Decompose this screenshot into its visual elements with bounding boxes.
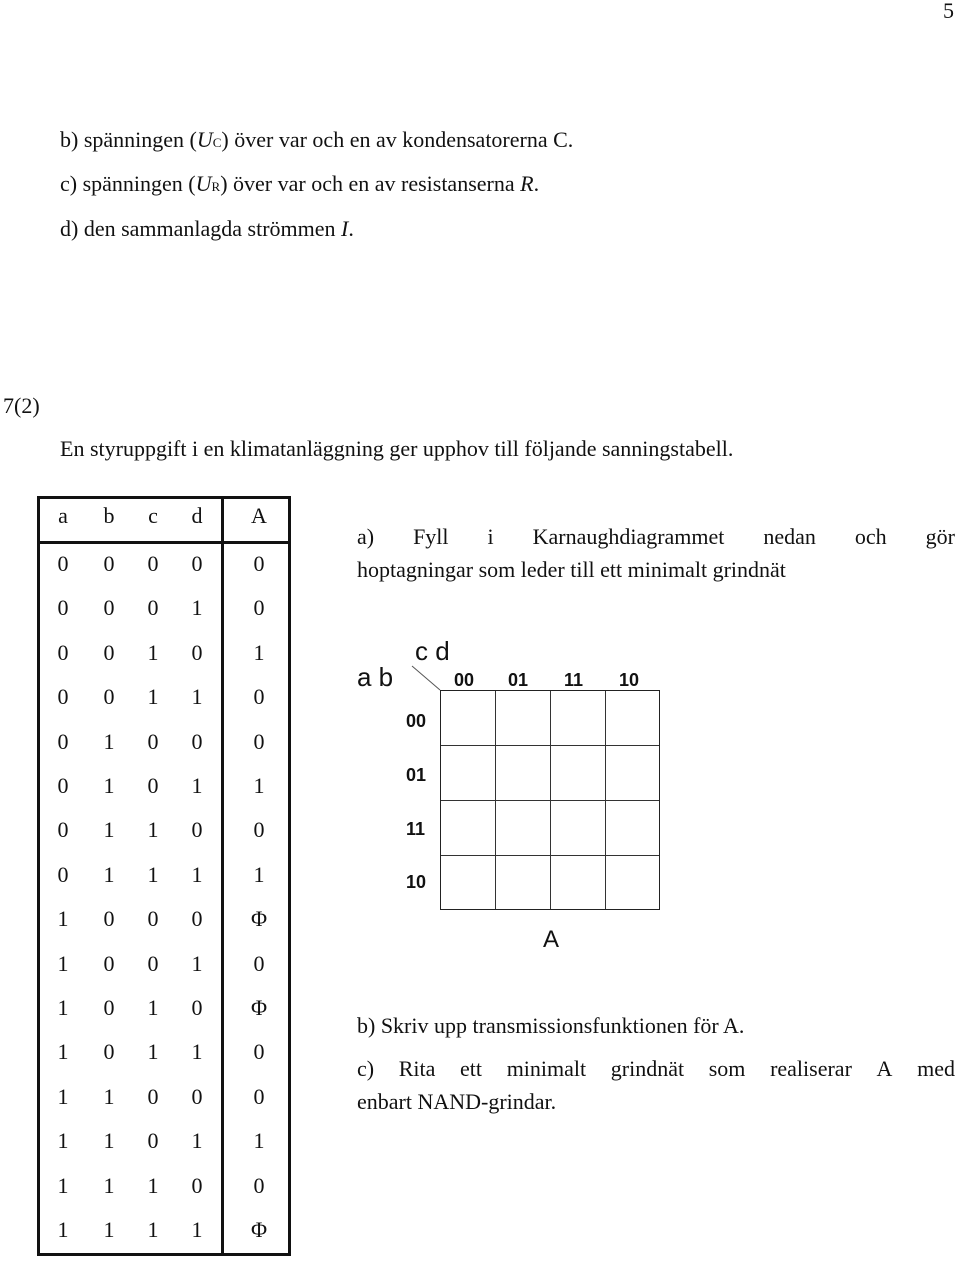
- table-cell: 1: [57, 1083, 69, 1109]
- table-cell: 0: [253, 950, 265, 976]
- table-cell: 0: [57, 817, 69, 843]
- table-cell: Φ: [250, 906, 268, 932]
- page-number: 5: [943, 0, 954, 23]
- table-cell: Φ: [250, 1217, 268, 1242]
- table-header-cell: d: [191, 503, 203, 528]
- table-cell: 0: [57, 773, 69, 798]
- question-d-line: [60, 216, 354, 242]
- table-cell: 1: [191, 1128, 203, 1154]
- table-cell: 0: [147, 1083, 159, 1109]
- table-cell: 1: [147, 1039, 159, 1065]
- table-cell: 1: [191, 861, 203, 887]
- table-cell: 0: [147, 773, 159, 798]
- table-cell: 1: [191, 773, 203, 798]
- table-cell: 1: [191, 1217, 203, 1242]
- table-cell: 1: [147, 684, 159, 710]
- task-a-word: Fyll: [413, 524, 449, 549]
- table-cell: 0: [57, 684, 69, 710]
- task-c-line1: [357, 1056, 955, 1082]
- task-a-line1: [357, 524, 955, 550]
- table-cell: 1: [147, 639, 159, 665]
- truth-table: [37, 496, 291, 1256]
- kmap-output-label: A: [543, 926, 560, 953]
- table-cell: 1: [253, 861, 265, 887]
- question-c-suffix: ) över var och en av resistanserna: [220, 171, 521, 196]
- table-cell: 0: [147, 906, 159, 932]
- task-a-word: och: [854, 524, 887, 549]
- table-cell: 1: [103, 817, 115, 843]
- table-cell: 1: [191, 1039, 203, 1065]
- table-cell: 0: [103, 639, 115, 665]
- table-cell: 0: [253, 817, 265, 843]
- table-cell: 0: [253, 1039, 265, 1065]
- kmap-row-header: 00: [406, 711, 427, 731]
- task-a-word: a): [357, 524, 375, 549]
- task-a-word: nedan: [763, 524, 816, 549]
- table-cell: 0: [57, 639, 69, 665]
- table-cell: 0: [253, 595, 265, 621]
- task-c-line2: enbart NAND-grindar.: [357, 1089, 557, 1114]
- table-cell: 0: [191, 728, 203, 754]
- question-c-end: .: [533, 171, 540, 196]
- kmap-ab-label: a b: [357, 662, 394, 692]
- voltage-subscript-c: C: [212, 135, 222, 150]
- voltage-symbol-uc: U: [196, 127, 213, 152]
- table-cell: 0: [147, 950, 159, 976]
- voltage-subscript-r: R: [211, 179, 221, 194]
- table-cell: 0: [191, 639, 203, 665]
- task-c-word: med: [917, 1056, 955, 1081]
- table-cell: 0: [253, 684, 265, 710]
- table-cell: 0: [147, 728, 159, 754]
- question-d-text: d) den sammanlagda strömmen: [60, 216, 342, 241]
- kmap-cd-label: c d: [415, 636, 450, 666]
- table-cell: 0: [103, 551, 115, 576]
- table-cell: 1: [57, 950, 69, 976]
- table-header-divider: [40, 541, 288, 544]
- table-cell: 1: [253, 773, 265, 798]
- task-b: b) Skriv upp transmissionsfunktionen för A.: [357, 1013, 745, 1038]
- current-symbol: I: [341, 216, 349, 241]
- table-cell: 1: [191, 684, 203, 710]
- task-c-word: ett: [460, 1056, 483, 1081]
- table-cell: 1: [103, 1172, 115, 1198]
- question-d-end: .: [348, 216, 354, 241]
- kmap-gridline: [441, 745, 659, 746]
- table-cell: 1: [103, 1217, 115, 1242]
- table-cell: 0: [191, 995, 203, 1020]
- task-c-word: realiserar: [770, 1056, 852, 1081]
- task-a-word: i: [487, 524, 494, 549]
- task-a-word: Karnaughdiagrammet: [532, 524, 725, 549]
- kmap-gridline: [441, 855, 659, 856]
- table-cell: 0: [103, 950, 115, 976]
- kmap-col-header: 00: [454, 670, 475, 690]
- table-header-cell: b: [103, 503, 115, 528]
- task-c-word: c): [357, 1056, 375, 1081]
- kmap-row-header: 10: [406, 872, 427, 892]
- table-cell: 1: [103, 1128, 115, 1154]
- table-cell: 1: [57, 1172, 69, 1198]
- problem-intro: En styruppgift i en klimatanläggning ger upphov till följande sanningstabell.: [60, 436, 734, 461]
- voltage-symbol-ur: U: [195, 171, 212, 196]
- kmap-col-header: 11: [564, 670, 584, 690]
- table-cell: 0: [147, 595, 159, 621]
- resistance-symbol: R: [520, 171, 534, 196]
- kmap-row-header: 01: [406, 765, 427, 785]
- table-cell: 1: [253, 1128, 265, 1154]
- task-a-word: gör: [925, 524, 955, 549]
- task-c-word: som: [708, 1056, 746, 1081]
- table-cell: 1: [147, 861, 159, 887]
- kmap-col-header: 01: [508, 670, 529, 690]
- kmap-col-header: 10: [619, 670, 640, 690]
- table-cell: 0: [147, 1128, 159, 1154]
- table-cell: 1: [253, 639, 265, 665]
- table-cell: 0: [191, 906, 203, 932]
- table-cell: 0: [191, 551, 203, 576]
- table-cell: 1: [191, 950, 203, 976]
- question-b-prefix: b) spänningen (: [60, 127, 197, 152]
- kmap-row-header: 11: [406, 819, 426, 839]
- table-cell: 1: [103, 1083, 115, 1109]
- table-cell: 1: [103, 773, 115, 798]
- table-cell: 1: [103, 728, 115, 754]
- task-c-word: grindnät: [610, 1056, 685, 1081]
- table-cell: 0: [191, 1172, 203, 1198]
- kmap-corner-diagonal: [402, 652, 442, 692]
- table-cell: 1: [57, 1128, 69, 1154]
- table-cell: 0: [57, 595, 69, 621]
- table-cell: 0: [57, 728, 69, 754]
- question-c-prefix: c) spänningen (: [60, 171, 196, 196]
- table-cell: 0: [191, 817, 203, 843]
- table-cell: 0: [147, 551, 159, 576]
- table-cell: 0: [253, 1083, 265, 1109]
- table-header-cell: a: [58, 503, 68, 528]
- table-cell: 1: [147, 1172, 159, 1198]
- table-cell: 0: [253, 1172, 265, 1198]
- table-cell: 1: [147, 817, 159, 843]
- task-a-line2: hoptagningar som leder till ett minimalt grindnät: [357, 557, 786, 582]
- table-header-cell: c: [148, 503, 158, 528]
- table-cell: 1: [57, 1039, 69, 1065]
- kmap-gridline: [441, 800, 659, 801]
- task-c-word: A: [876, 1056, 893, 1081]
- table-cell: 0: [191, 1083, 203, 1109]
- table-cell: 0: [57, 861, 69, 887]
- task-c-word: Rita: [398, 1056, 436, 1081]
- table-cell: 0: [253, 728, 265, 754]
- table-cell: 0: [57, 551, 69, 576]
- table-cell: 0: [103, 684, 115, 710]
- table-header-cell: A: [251, 503, 267, 528]
- table-cell: 1: [57, 1217, 69, 1242]
- problem-number: 7(2): [3, 393, 40, 418]
- table-cell: 0: [103, 995, 115, 1020]
- table-cell: 1: [191, 595, 203, 621]
- table-cell: 1: [147, 1217, 159, 1242]
- question-b-line: [60, 127, 573, 153]
- table-cell: 0: [103, 595, 115, 621]
- table-cell: 0: [253, 551, 265, 576]
- table-cell: Φ: [250, 995, 268, 1020]
- karnaugh-grid: [440, 690, 660, 910]
- table-cell: 0: [103, 906, 115, 932]
- question-c-line: [60, 171, 539, 197]
- table-cell: 1: [57, 906, 69, 932]
- table-cell: 1: [103, 861, 115, 887]
- table-cell: 1: [147, 995, 159, 1020]
- question-b-suffix: ) över var och en av kondensatorerna C.: [221, 127, 574, 152]
- task-c-word: minimalt: [506, 1056, 587, 1081]
- table-cell: 1: [57, 995, 69, 1020]
- table-cell: 0: [103, 1039, 115, 1065]
- table-column-divider: [221, 499, 224, 1253]
